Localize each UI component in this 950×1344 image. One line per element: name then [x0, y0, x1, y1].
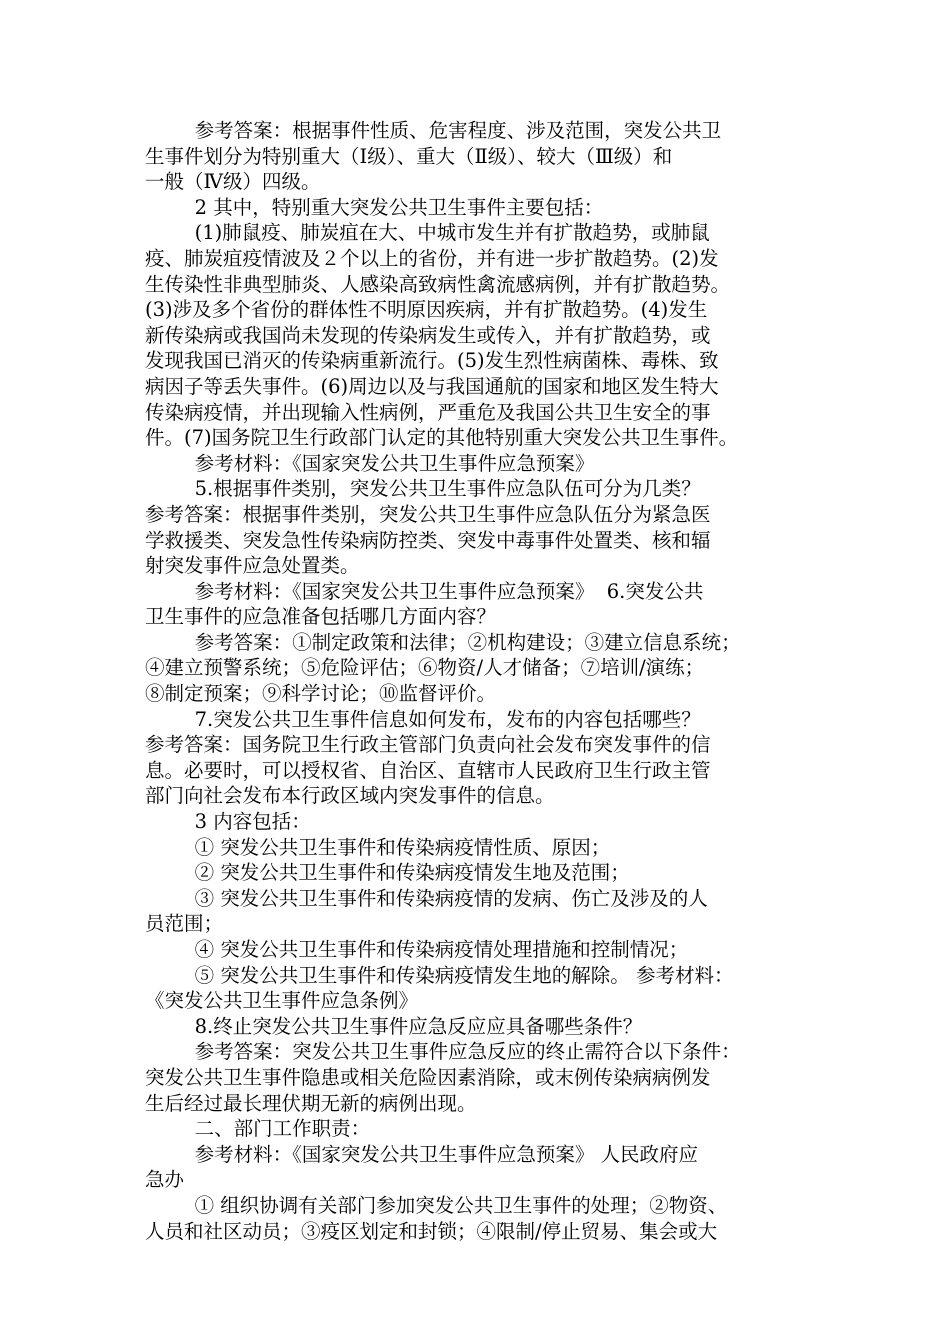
text-line: ② 突发公共卫生事件和传染病疫情发生地及范围； [145, 861, 630, 885]
text-line: 5.根据事件类别，突发公共卫生事件应急队伍可分为几类？ [145, 477, 701, 501]
text-line: 新传染病或我国尚未发现的传染病发生或传入，并有扩散趋势，或 [145, 323, 711, 347]
text-line: ③ 突发公共卫生事件和传染病疫情的发病、伤亡及涉及的人 [145, 886, 708, 910]
text-line: 突发公共卫生事件隐患或相关危险因素消除，或末例传染病病例发 [145, 1065, 711, 1089]
text-line: 参考答案：根据事件性质、危害程度、涉及范围，突发公共卫 [145, 119, 722, 142]
text-line: 7.突发公共卫生事件信息如何发布，发布的内容包括哪些？ [145, 707, 701, 731]
text-line: 急办 [145, 1168, 185, 1192]
text-line: 生传染性非典型肺炎、人感染高致病性禽流感病例，并有扩散趋势。 [145, 272, 731, 296]
text-line: ⑧制定预案；⑨科学讨论；⑩监督评价。 [145, 682, 497, 706]
text-line: 生后经过最长理伏期无新的病例出现。 [145, 1091, 477, 1115]
text-line: 病因子等丢失事件。(6)周边以及与我国通航的国家和地区发生特大 [145, 374, 719, 398]
text-line: (3)涉及多个省份的群体性不明原因疾病，并有扩散趋势。(4)发生 [145, 298, 708, 322]
text-line: 2 其中，特别重大突发公共卫生事件主要包括： [145, 195, 604, 219]
text-line: 卫生事件的应急准备包括哪几方面内容？ [145, 605, 497, 629]
text-line: 3 内容包括： [145, 810, 311, 834]
document-page [145, 118, 835, 1244]
text-line: 参考材料：《国家突发公共卫生事件应急预案》 6.突发公共 [145, 579, 704, 603]
text-line: 件。(7)国务院卫生行政部门认定的其他特别重大突发公共卫生事件。 [145, 426, 739, 450]
text-line: 参考答案：根据事件类别，突发公共卫生事件应急队伍分为紧急医 [145, 502, 711, 526]
text-line: 员范围； [145, 912, 224, 936]
text-line: ① 组织协调有关部门参加突发公共卫生事件的处理；②物资、 [145, 1193, 728, 1217]
text-line: 参考材料：《国家突发公共卫生事件应急预案》 人民政府应 [145, 1142, 699, 1166]
text-line: 参考答案：国务院卫生行政主管部门负责向社会发布突发事件的信 [145, 733, 711, 757]
text-line: 8.终止突发公共卫生事件应急反应应具备哪些条件？ [145, 1014, 643, 1038]
text-line: 学救援类、突发急性传染病防控类、突发中毒事件处置类、核和辐 [145, 528, 711, 552]
text-line: 二、部门工作职责： [145, 1117, 371, 1141]
text-line: ④ 突发公共卫生事件和传染病疫情处理措施和控制情况； [145, 938, 689, 961]
text-line: 《突发公共卫生事件应急条例》 [145, 989, 419, 1013]
text-line: 疫、肺炭疽疫情波及２个以上的省份，并有进一步扩散趋势。(2)发 [145, 246, 719, 270]
text-line: 参考答案：突发公共卫生事件应急反应的终止需符合以下条件： [145, 1040, 741, 1064]
text-line: (1)肺鼠疫、肺炭疽在大、中城市发生并有扩散趋势，或肺鼠 [145, 221, 710, 245]
text-line: ① 突发公共卫生事件和传染病疫情性质、原因； [145, 835, 611, 859]
text-line: ⑤ 突发公共卫生事件和传染病疫情发生地的解除。 参考材料： [145, 963, 734, 987]
text-line: 部门向社会发布本行政区域内突发事件的信息。 [145, 784, 555, 808]
text-line: 人员和社区动员；③疫区划定和封锁；④限制/停止贸易、集会或大 [145, 1219, 718, 1243]
text-line: 息。必要时，可以授权省、自治区、直辖市人民政府卫生行政主管 [145, 758, 711, 782]
text-line: 射突发事件应急处置类。 [145, 554, 360, 578]
text-line: 参考材料：《国家突发公共卫生事件应急预案》 [145, 451, 595, 475]
text-line: 一般（Ⅳ级）四级。 [145, 170, 321, 194]
text-line: 参考答案：①制定政策和法律；②机构建设；③建立信息系统； [145, 630, 741, 654]
text-line: 生事件划分为特别重大（Ⅰ级）、重大（Ⅱ级）、较大（Ⅲ级）和 [145, 144, 673, 168]
text-line: 发现我国已消灭的传染病重新流行。(5)发生烈性病菌株、毒株、致 [145, 349, 719, 373]
text-line: 传染病疫情，并出现输入性病例，严重危及我国公共卫生安全的事 [145, 400, 711, 424]
text-line: ④建立预警系统；⑤危险评估；⑥物资/人才储备；⑦培训/演练； [145, 656, 705, 680]
